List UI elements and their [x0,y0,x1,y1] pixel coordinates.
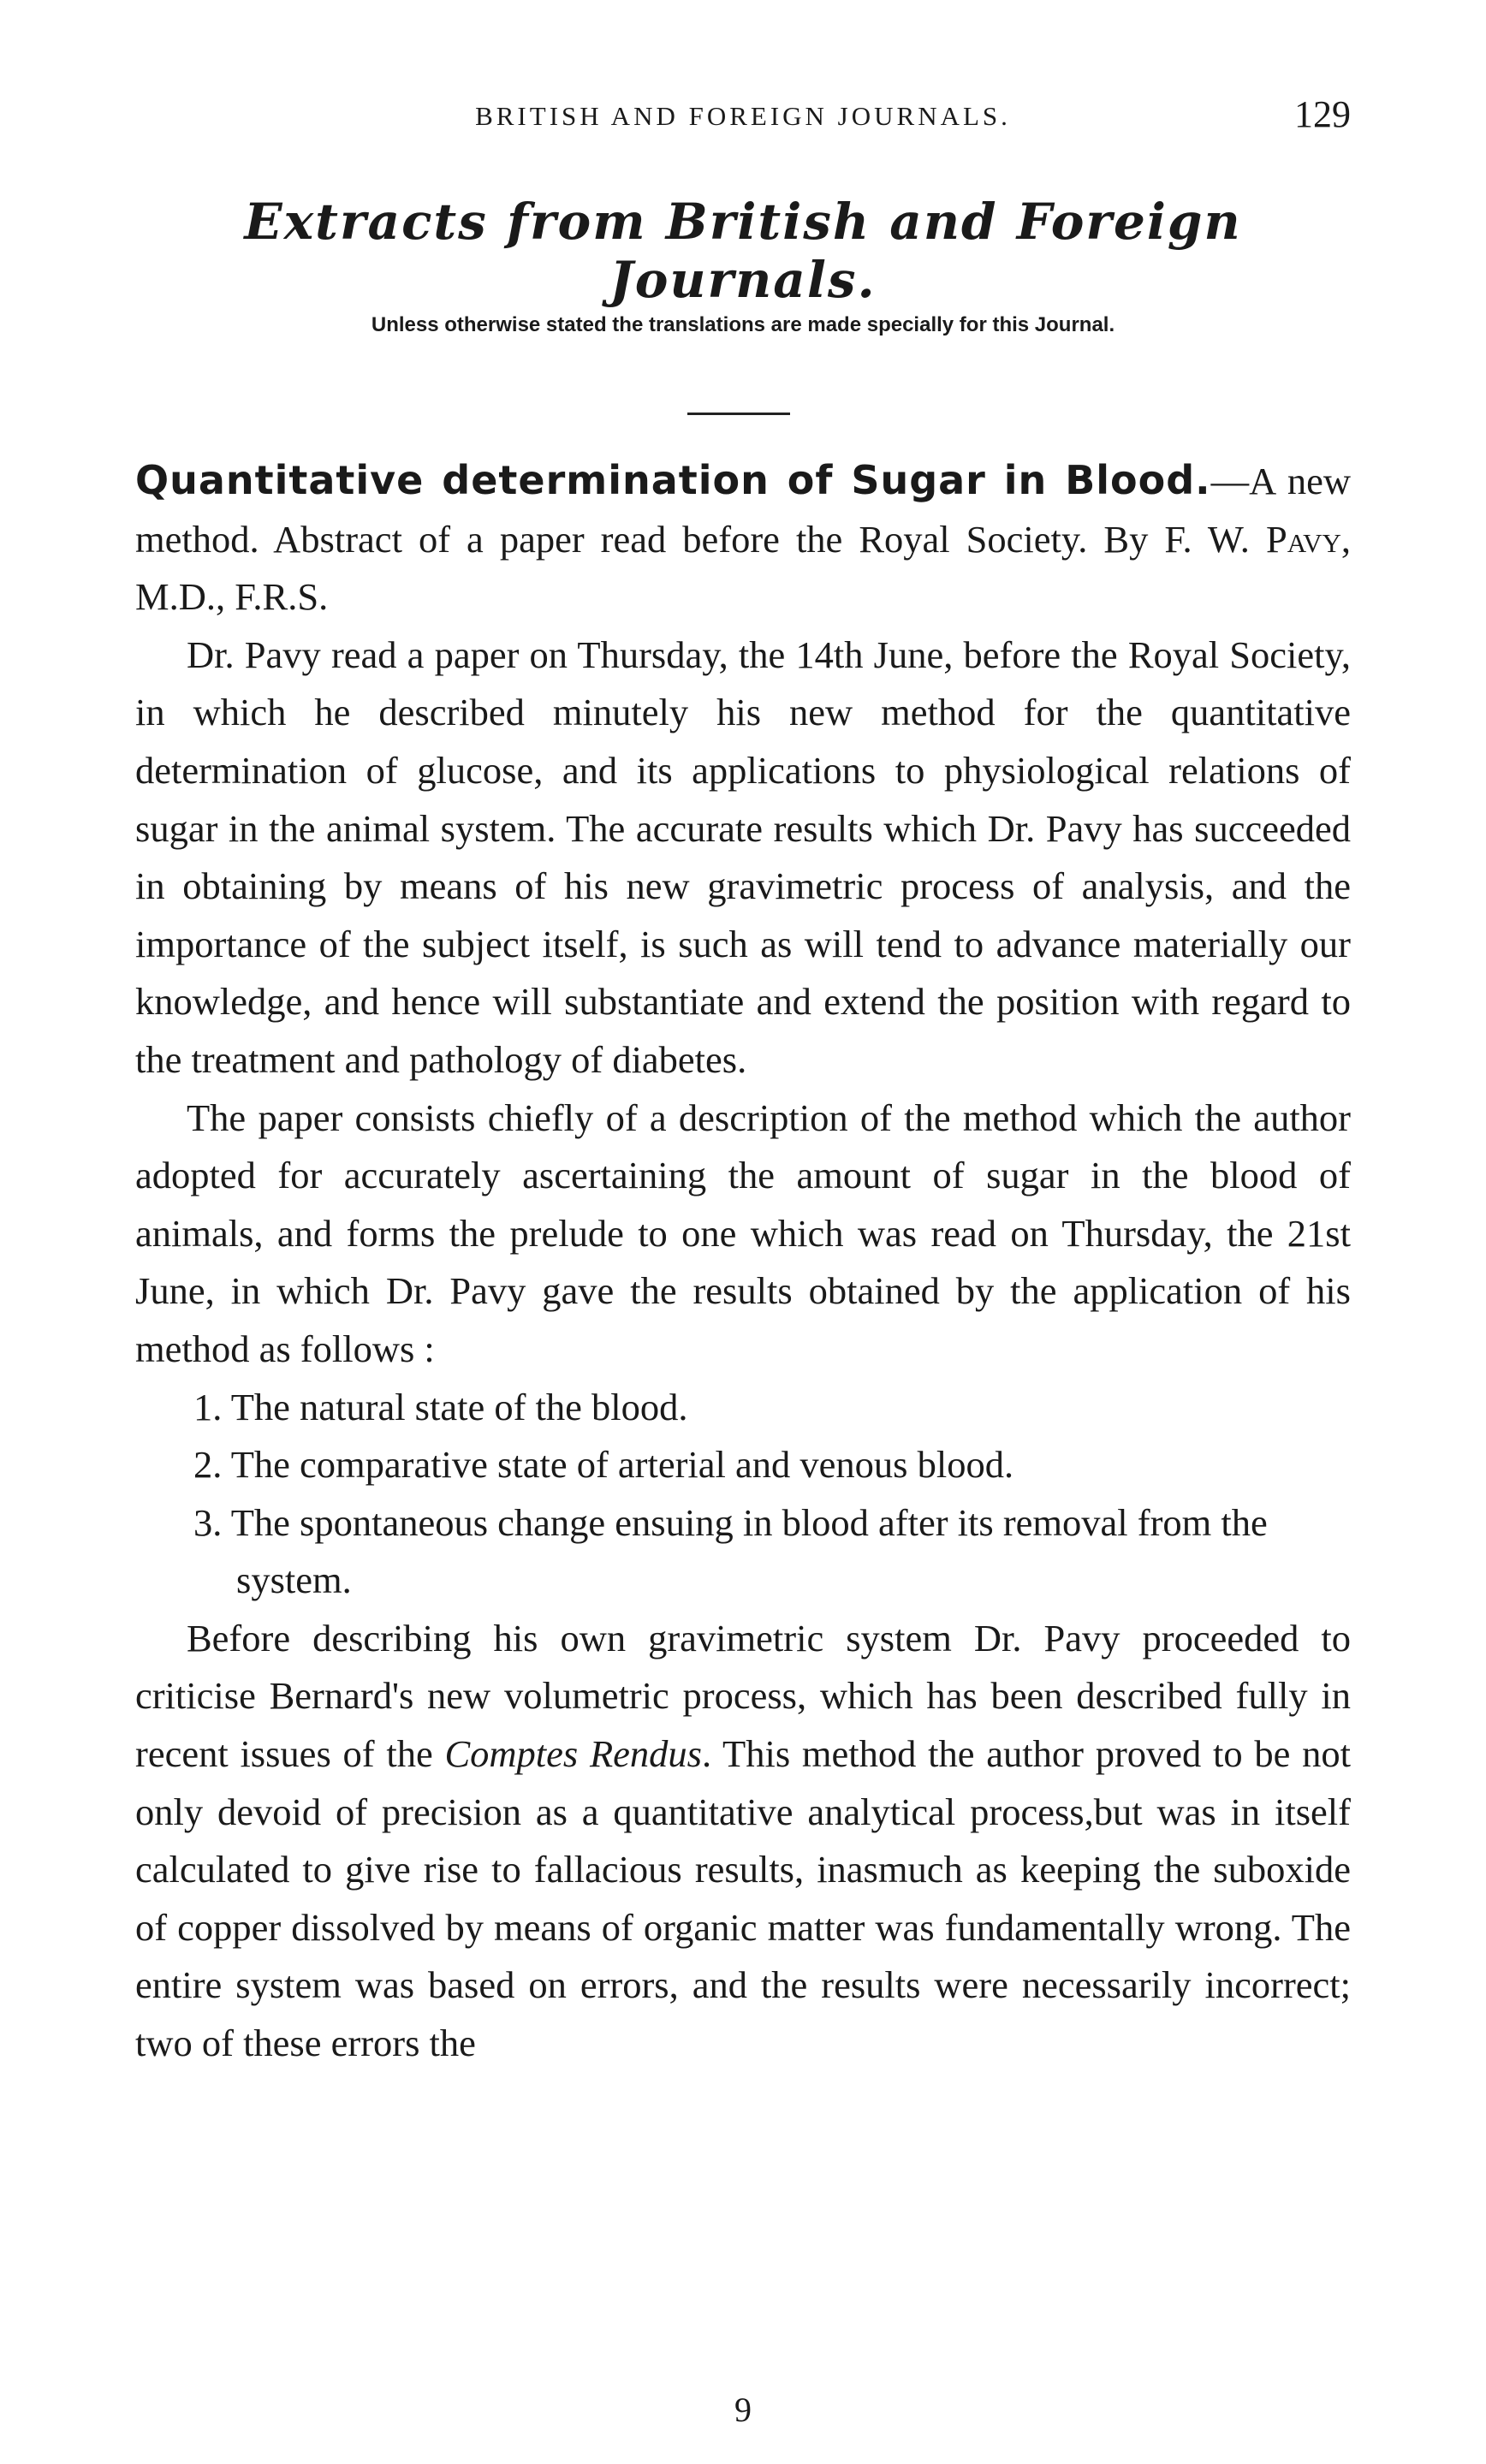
findings-list [135,1379,1351,1610]
list-item-number: 3. [193,1500,223,1544]
list-item-number: 1. [193,1385,223,1428]
running-head [135,92,1351,144]
article-paragraph-3 [135,1610,1351,2073]
list-item [135,1379,1351,1437]
section-divider [687,413,790,415]
article-lead-in: —A new method. Abstract of a paper read before the Royal Society. By [135,460,1352,561]
article-credentials: , M.D., F.R.S. [135,517,1351,619]
article-paragraph-1: Dr. Pavy read a paper on Thursday, the 14th June, before the Royal Society, in which he described minutely his new method for the quantitative determination of glucose, and its applications to physiological relations of sugar in the animal system. The accurate results which Dr. Pavy has succeeded in obtaining by means of his new gravimetric process of analysis, and the importance of the subject itself, is such as will tend to advance materially our knowledge, and hence will substantiate and extend the position with regard to the treatment and pathology of diabetes. [135,632,1351,1081]
journal-name: Comptes Rendus [444,1732,702,1776]
journal-page [135,0,1351,2464]
article [135,452,1351,2073]
signature-mark: 9 [734,2390,752,2429]
article-paragraph-2: The paper consists chiefly of a description of the method which the author adopted for accurately ascertaining the amount of sugar in the blood of animals, and forms the prelude to one which was read on Thursday, the 21st June, in which Dr. Pavy gave the results obtained by the application of his method as follows : [135,1095,1351,1370]
list-item-number: 2. [193,1443,223,1487]
running-title: BRITISH AND FOREIGN JOURNALS. [475,101,1011,131]
paragraph-3-text-after: . This method the author proved to be not only devoid of precision as a quantitative analytical process,but was in itself calculated to give rise to fallacious results, inasmuch as keeping the suboxide of copper dissolved by means of organic matter was fundamentally wrong. The entire system was based on errors, and the results were necessarily incorrect; two of these errors the [135,1732,1351,2065]
section-title: Extracts from British and Foreign Journals. [244,193,1242,309]
list-item-text: The spontaneous change ensuing in blood after its removal from the system. [230,1500,1268,1602]
paragraph-3-text-before: Before describing his own gravimetric system Dr. Pavy proceeded to criticise Bernard's new volumetric process, which has been described fully in recent issues of the [135,1616,1351,1776]
article-headline: Quantitative determination of Sugar in Blood. [135,457,1211,503]
list-item [135,1436,1351,1494]
list-item-text: The comparative state of arterial and venous blood. [230,1443,1014,1487]
list-item-text: The natural state of the blood. [230,1385,688,1428]
section-note: Unless otherwise stated the translations are made specially for this Journal. [371,313,1115,336]
article-author: F. W. Pavy [1164,517,1341,561]
list-item [135,1494,1351,1610]
page-number: 129 [1294,93,1351,135]
article-heading-paragraph [135,452,1351,626]
